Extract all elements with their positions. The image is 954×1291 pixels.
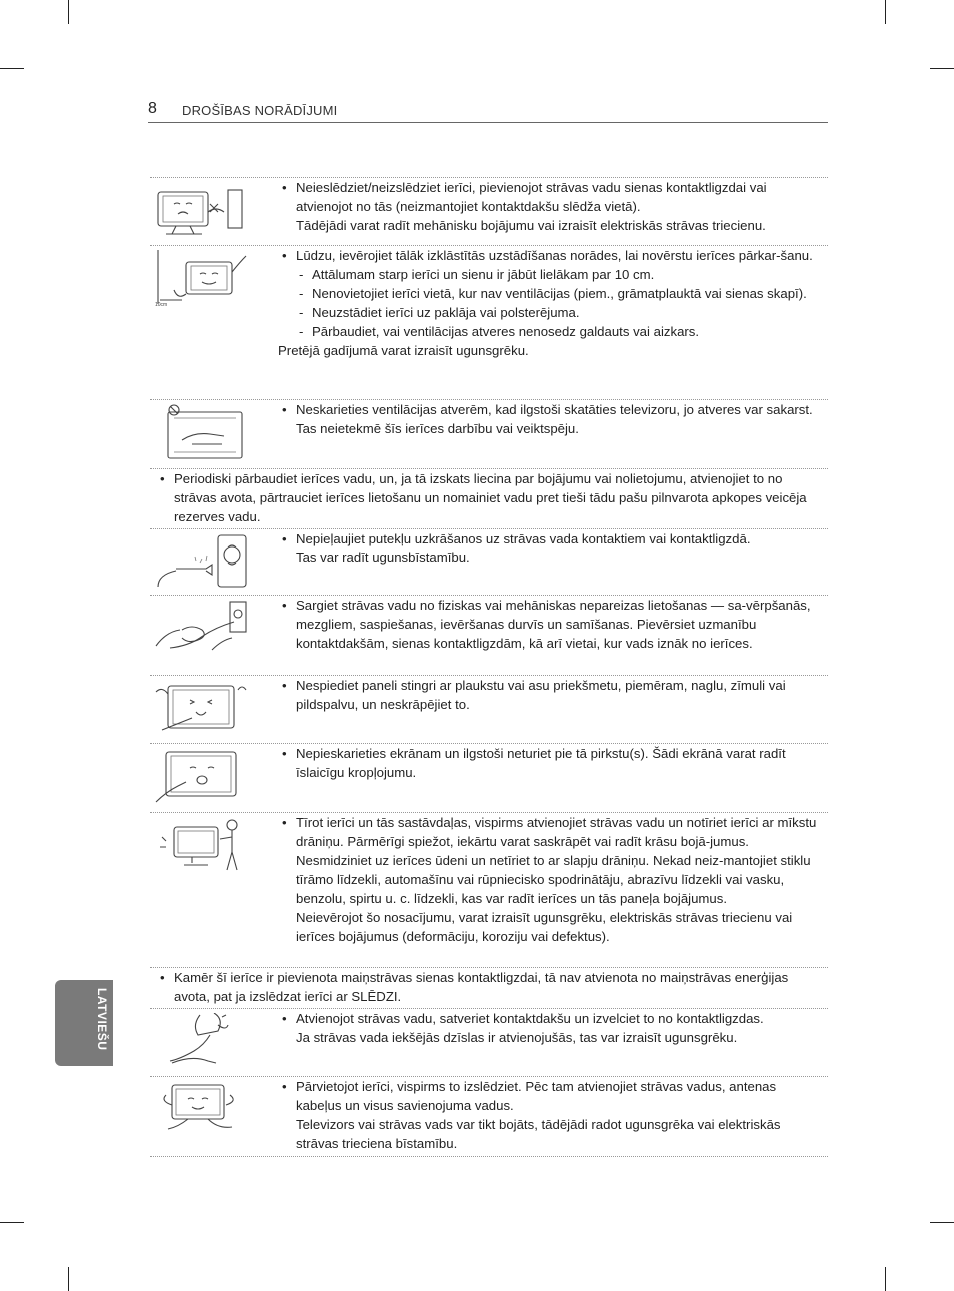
instruction-row (150, 528, 828, 595)
tv-vent-illustration-icon (152, 404, 248, 460)
instruction-subitem: - Attālumam starp ierīci un sienu ir jābūt lielākam par 10 cm. (282, 265, 822, 284)
tv-cleaning-illustration-icon (152, 817, 248, 873)
crop-mark (68, 1267, 69, 1291)
instruction-note: Ja strāvas vada iekšējās dzīslas ir atvienojušās, tas var izraisīt ugunsgrēku. (296, 1030, 738, 1045)
instruction-note: Televizors vai strāvas vads var tikt bojāts, tādējādi radot ugunsgrēka vai elektriskās strāvas trieciena bīstamību. (296, 1117, 781, 1151)
instruction-row (150, 468, 828, 528)
instruction-text: • Neskarieties ventilācijas atverēm, kad ilgstoši skatāties televizoru, jo atveres var sakarst. Tas neietekmē šīs ierīces darbību vai veiktspēju. (282, 400, 822, 438)
instruction-row (150, 1008, 828, 1076)
crop-mark (0, 1222, 24, 1223)
tv-moving-illustration-icon (152, 1081, 248, 1137)
instruction-row (150, 595, 828, 675)
instruction-text: • Lūdzu, ievērojiet tālāk izklāstītās uzstādīšanas norādes, lai novērstu ierīces pārkar-šanu. (282, 246, 822, 265)
instruction-text: • Sargiet strāvas vadu no fiziskas vai mehāniskas nepareizas lietošanas — sa-vērpšanās, mezgliem, saspiešanas, ievēršanas durvīs un samīšanas. Pievērsiet uzmanību kontaktdakšām, sienas kontaktligzdām, kā arī vietai, kur vads iznāk no ierīces. (282, 596, 822, 653)
instruction-note: Pretējā gadījumā varat izraisīt ugunsgrēku. (278, 343, 529, 358)
instruction-note: Tas var radīt ugunsbīstamību. (296, 550, 470, 565)
instruction-text: • Nespiediet paneli stingri ar plaukstu vai asu priekšmetu, piemēram, naglu, zīmuli vai pildspalvu, un neskrāpējiet to. (282, 676, 822, 714)
instruction-row (150, 177, 828, 245)
instruction-row (150, 1076, 828, 1157)
screen-touch-illustration-icon (152, 748, 248, 804)
instruction-text: • Nepieļaujiet putekļu uzkrāšanos uz strāvas vada kontaktiem vai kontaktligzdā. (282, 529, 822, 548)
unplug-grip-illustration-icon (152, 1013, 248, 1069)
instruction-row (150, 245, 828, 399)
crop-mark (930, 68, 954, 69)
instruction-note: Tādējādi varat radīt mehānisku bojājumu vai izraisīt elektriskās strāvas triecienu. (296, 218, 766, 233)
instruction-text: • Pārvietojot ierīci, vispirms to izslēdziet. Pēc tam atvienojiet strāvas vadus, antenas kabeļus un visus savienojuma vadus. (282, 1077, 822, 1115)
tv-plug-illustration-icon (152, 182, 248, 238)
language-tab-label: LATVIEŠU (95, 988, 109, 1051)
page-number: 8 (148, 100, 157, 117)
instruction-subitem: - Nenovietojiet ierīci vietā, kur nav ventilācijas (piem., grāmatplauktā vai sienas skapī). (282, 284, 822, 303)
crop-mark (68, 0, 69, 24)
crop-mark (0, 68, 24, 69)
instruction-text: • Neieslēdziet/neizslēdziet ierīci, pievienojot strāvas vadu sienas kontaktligzdai vai atvienojot no tās (neizmantojiet kontaktdakšu slēdža vietā). (282, 178, 822, 216)
instruction-subitem: - Neuzstādiet ierīci uz paklāja vai polsterējuma. (282, 303, 822, 322)
distance-label: 10cm (155, 302, 168, 306)
language-tab (55, 980, 113, 1066)
dusty-plug-illustration-icon (152, 533, 248, 589)
tv-wall-distance-illustration-icon (152, 250, 248, 306)
instruction-row (150, 399, 828, 468)
instruction-row (150, 675, 828, 743)
instruction-text: • Periodiski pārbaudiet ierīces vadu, un, ja tā izskats liecina par bojājumu vai nolietojumu, atvienojiet to no strāvas avota, pārtrauciet ierīces lietošanu un nomainiet vadu pret tieši tādu pašu pilnvarota apkopes veicēja rezerves vadu. (160, 469, 822, 526)
cord-damage-illustration-icon (152, 600, 248, 656)
safety-instructions-list (150, 177, 828, 1157)
instruction-text: • Atvienojot strāvas vadu, satveriet kontaktdakšu un izvelciet to no kontaktligzdas. (282, 1009, 822, 1028)
instruction-text: • Nepieskarieties ekrānam un ilgstoši neturiet pie tā pirkstu(s). Šādi ekrānā varat radīt īslaicīgu kropļojumu. (282, 744, 822, 782)
instruction-note: Neievērojot šo nosacījumu, varat izraisīt ugunsgrēku, elektriskās strāvas triecienu vai ierīces bojājumus (deformāciju, koroziju vai defektus). (296, 910, 793, 944)
crop-mark (885, 0, 886, 24)
instruction-row (150, 743, 828, 812)
panel-press-illustration-icon (152, 680, 248, 736)
instruction-subitem: - Pārbaudiet, vai ventilācijas atveres nenosedz galdauts vai aizkars. (282, 322, 822, 341)
section-title: DROŠĪBAS NORĀDĪJUMI (182, 103, 338, 118)
instruction-row (150, 967, 828, 1008)
instruction-text: • Tīrot ierīci un tās sastāvdaļas, vispirms atvienojiet strāvas vadu un notīriet ierīci ar mīkstu drāniņu. Pārmērīgi spiežot, iekārtu varat saskrāpēt vai radīt krāsu bojā-jumus. Nesmidziniet uz ierīces ūdeni un netīriet to ar slapju drāniņu. Nekad neiz-mantojiet stiklu tīrāmo līdzekli, automašīnu vai rūpniecisko spodrinātāju, abrazīvu līdzekli vai vasku, benzolu, spirtu u. c. līdzekli, kas var radīt ierīces un tās paneļa bojājumus. (282, 813, 822, 908)
instruction-text: • Kamēr šī ierīce ir pievienota maiņstrāvas sienas kontaktligzdai, tā nav atvienota no maiņstrāvas enerģijas avota, pat ja izslēdzat ierīci ar SLĒDZI. (160, 968, 822, 1006)
crop-mark (885, 1267, 886, 1291)
instruction-row (150, 812, 828, 967)
page-header (148, 100, 828, 123)
crop-mark (930, 1222, 954, 1223)
